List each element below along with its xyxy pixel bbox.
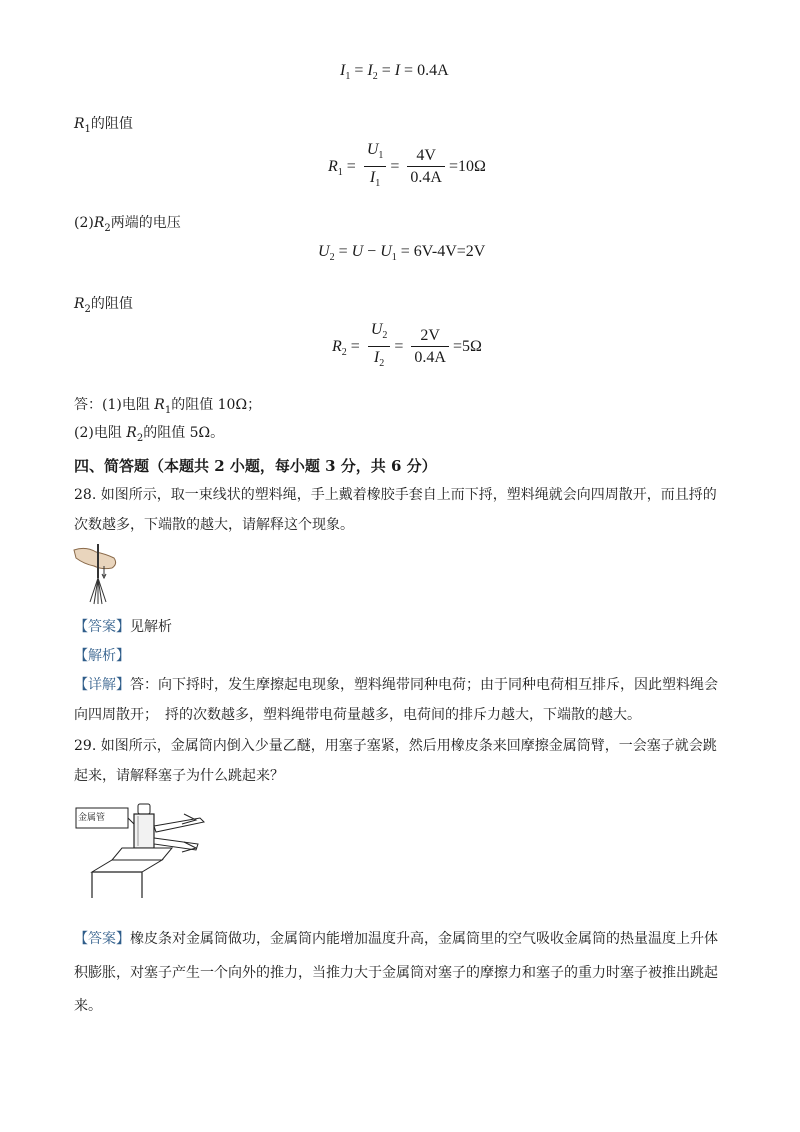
q28-text-line2: 次数越多，下端散的越大，请解释这个现象。 [74,517,354,533]
q28-text-line1: 28. 如图所示，取一束线状的塑料绳，手上戴着橡胶手套自上而下捋，塑料绳就会向四周散开，而且捋的 [74,487,717,503]
q28-detail-line1: 【详解】答：向下捋时，发生摩擦起电现象，塑料绳带同种电荷；由于同种电荷相互排斥，因此塑料绳会 [74,677,718,693]
fraction-u1-i1: $\frac{U_1}{I_1}$ [364,140,387,195]
q28-analysis-tag: 【解析】 [74,648,130,664]
equation-r1: $R_1$ = $\frac{U_1}{I_1}$ = $\frac{4V}{0.4A}$ =10Ω [328,140,486,195]
q28-figure-hand-rope [72,544,122,606]
q29-text-line2: 起来，请解释塞子为什么跳起来？ [74,768,284,784]
q29-answer-line3: 来。 [74,998,102,1014]
q29-text-line1: 29. 如图所示，金属筒内倒入少量乙醚，用塞子塞紧，然后用橡皮条来回摩擦金属筒臂，一会塞子就会跳 [74,738,717,754]
q29-figure-label: 金属管 [78,813,106,823]
answer-part1: 答：(1)电阻 $R_1$的阻值 10Ω； [74,397,262,416]
q28-detail-line2: 向四周散开； 捋的次数越多，塑料绳带电荷量越多，电荷间的排斥力越大，下端散的越大。 [74,707,641,723]
fraction-values-r2: $\frac{2V}{0.4A}$ [411,326,449,369]
equation-current: $I_1 = I_2 = I = 0.4A$ [340,62,449,82]
section-heading: 四、简答题（本题共 2 小题，每小题 3 分，共 6 分） [74,457,437,475]
equation-u2: $U_2 = U - U_1 = 6V-4V=2V$ [318,243,486,263]
r2-resistance-label: $R_2$的阻值 [74,296,133,315]
fraction-values-r1: $\frac{4V}{0.4A}$ [407,146,445,189]
q29-answer-line2: 积膨胀，对塞子产生一个向外的推力，当推力大于金属筒对塞子的摩擦力和塞子的重力时塞子被推出跳起 [74,965,718,981]
equation-r2: $R_2$ = $\frac{U_2}{I_2}$ = $\frac{2V}{0.4A}$ =5Ω [332,320,482,375]
answer-part2: (2)电阻 $R_2$的阻值 5Ω。 [74,425,225,444]
q29-answer-line1: 【答案】橡皮条对金属筒做功，金属筒内能增加温度升高，金属筒里的空气吸收金属筒的热量温度上升体 [74,931,718,947]
part2-voltage-label: $(2)R_2$两端的电压 [74,215,181,234]
q28-answer: 【答案】见解析 [74,619,172,635]
fraction-u2-i2: $\frac{U_2}{I_2}$ [368,320,391,375]
r1-resistance-label: $R_1$的阻值 [74,116,133,135]
